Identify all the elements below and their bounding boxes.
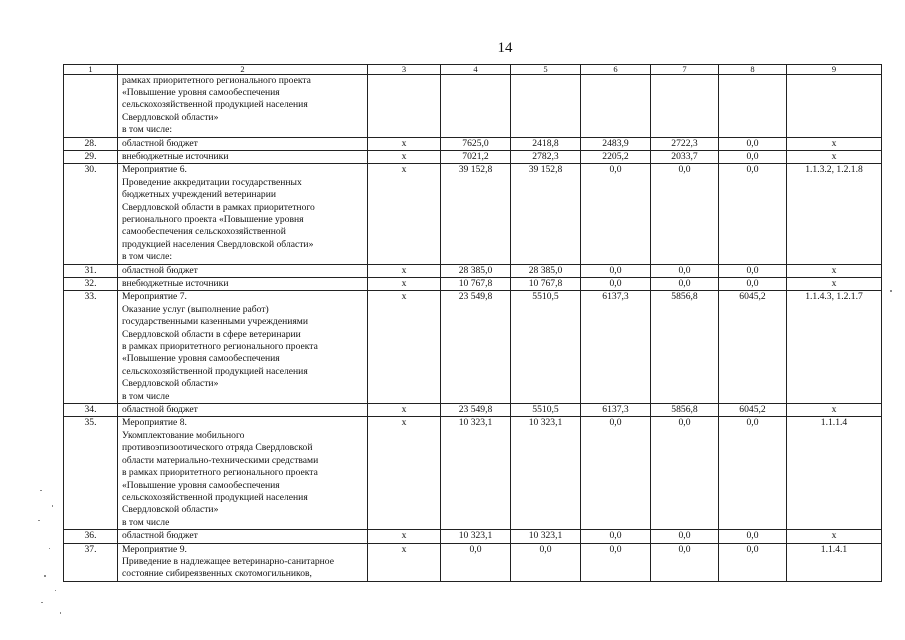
target-ref-cell: [787, 74, 882, 137]
column-3-cell: х: [368, 530, 441, 543]
column-3-cell: х: [368, 150, 441, 163]
column-number: 9: [787, 65, 882, 75]
row-number-cell: 36.: [64, 530, 118, 543]
description-cell: областной бюджет: [118, 404, 368, 417]
description-cell: областной бюджет: [118, 137, 368, 150]
column-7-cell: 2033,7: [651, 150, 719, 163]
column-3-cell: х: [368, 404, 441, 417]
description-cell: областной бюджет: [118, 264, 368, 277]
column-7-cell: 0,0: [651, 278, 719, 291]
row-number-cell: 28.: [64, 137, 118, 150]
column-4-cell: 23 549,8: [441, 404, 511, 417]
column-3-cell: х: [368, 291, 441, 404]
table-row: [64, 150, 882, 163]
target-ref-cell: 1.1.3.2, 1.2.1.8: [787, 164, 882, 264]
column-5-cell: 10 323,1: [511, 530, 581, 543]
column-6-cell: [581, 74, 651, 137]
column-8-cell: 0,0: [719, 530, 787, 543]
column-5-cell: 5510,5: [511, 404, 581, 417]
column-7-cell: 0,0: [651, 164, 719, 264]
column-5-cell: 2782,3: [511, 150, 581, 163]
target-ref-cell: 1.1.4.1: [787, 543, 882, 581]
row-number-cell: 31.: [64, 264, 118, 277]
row-number-cell: 33.: [64, 291, 118, 404]
table-row: [64, 417, 882, 530]
column-8-cell: 6045,2: [719, 404, 787, 417]
column-8-cell: [719, 74, 787, 137]
column-3-cell: х: [368, 137, 441, 150]
column-6-cell: 2483,9: [581, 137, 651, 150]
column-number: 4: [441, 65, 511, 75]
table-row: [64, 404, 882, 417]
column-6-cell: 2205,2: [581, 150, 651, 163]
column-number: 7: [651, 65, 719, 75]
column-5-cell: 39 152,8: [511, 164, 581, 264]
table-row: [64, 278, 882, 291]
column-4-cell: 39 152,8: [441, 164, 511, 264]
table-row: [64, 164, 882, 264]
column-7-cell: 0,0: [651, 417, 719, 530]
target-ref-cell: 1.1.4.3, 1.2.1.7: [787, 291, 882, 404]
row-number-cell: [64, 74, 118, 137]
column-4-cell: 10 323,1: [441, 417, 511, 530]
column-7-cell: 5856,8: [651, 291, 719, 404]
row-number-cell: 32.: [64, 278, 118, 291]
target-ref-cell: х: [787, 404, 882, 417]
column-7-cell: 0,0: [651, 543, 719, 581]
column-7-cell: 5856,8: [651, 404, 719, 417]
row-number-cell: 35.: [64, 417, 118, 530]
column-5-cell: [511, 74, 581, 137]
column-4-cell: 0,0: [441, 543, 511, 581]
column-4-cell: 28 385,0: [441, 264, 511, 277]
target-ref-cell: х: [787, 264, 882, 277]
column-3-cell: х: [368, 264, 441, 277]
description-cell: Мероприятие 7. Оказание услуг (выполнение работ) государственными казенными учреждениями Свердловской области в сфере ветеринарии в рамках приоритетного регионального проекта «Повышение уровня самообеспечения сельскохозяйственной продукцией населения Свердловской области» в том числе: [118, 291, 368, 404]
description-cell: Мероприятие 6. Проведение аккредитации государственных бюджетных учреждений ветеринарии Свердловской области в рамках приоритетного регионального проекта «Повышение уровня самообеспечения сельскохозяйственной продукцией населения Свердловской области» в том числе:: [118, 164, 368, 264]
column-4-cell: 7625,0: [441, 137, 511, 150]
table-row: [64, 530, 882, 543]
column-6-cell: 0,0: [581, 264, 651, 277]
column-8-cell: 0,0: [719, 417, 787, 530]
column-8-cell: 0,0: [719, 137, 787, 150]
column-number: 5: [511, 65, 581, 75]
description-cell: областной бюджет: [118, 530, 368, 543]
table-row: [64, 264, 882, 277]
column-5-cell: 10 767,8: [511, 278, 581, 291]
description-cell: рамках приоритетного регионального проекта «Повышение уровня самообеспечения сельскохозяйственной продукцией населения Свердловской области» в том числе:: [118, 74, 368, 137]
column-8-cell: 0,0: [719, 278, 787, 291]
column-4-cell: 23 549,8: [441, 291, 511, 404]
column-4-cell: 10 323,1: [441, 530, 511, 543]
program-table: [63, 64, 882, 582]
column-3-cell: х: [368, 278, 441, 291]
column-6-cell: 0,0: [581, 543, 651, 581]
column-7-cell: 2722,3: [651, 137, 719, 150]
column-8-cell: 0,0: [719, 543, 787, 581]
column-5-cell: 5510,5: [511, 291, 581, 404]
target-ref-cell: 1.1.1.4: [787, 417, 882, 530]
table-row: [64, 291, 882, 404]
column-3-cell: [368, 74, 441, 137]
row-number-cell: 34.: [64, 404, 118, 417]
table-row: [64, 137, 882, 150]
column-8-cell: 0,0: [719, 150, 787, 163]
column-6-cell: 0,0: [581, 530, 651, 543]
table-row: [64, 543, 882, 581]
column-8-cell: 0,0: [719, 264, 787, 277]
description-cell: внебюджетные источники: [118, 150, 368, 163]
column-5-cell: 0,0: [511, 543, 581, 581]
column-6-cell: 0,0: [581, 164, 651, 264]
description-cell: внебюджетные источники: [118, 278, 368, 291]
row-number-cell: 29.: [64, 150, 118, 163]
column-3-cell: х: [368, 543, 441, 581]
column-8-cell: 6045,2: [719, 291, 787, 404]
column-5-cell: 10 323,1: [511, 417, 581, 530]
column-7-cell: [651, 74, 719, 137]
column-7-cell: 0,0: [651, 530, 719, 543]
column-5-cell: 28 385,0: [511, 264, 581, 277]
column-number-row: [64, 65, 882, 75]
column-number: 3: [368, 65, 441, 75]
column-6-cell: 6137,3: [581, 291, 651, 404]
column-6-cell: 0,0: [581, 278, 651, 291]
column-8-cell: 0,0: [719, 164, 787, 264]
column-3-cell: х: [368, 164, 441, 264]
table-row: [64, 74, 882, 137]
column-4-cell: [441, 74, 511, 137]
target-ref-cell: х: [787, 137, 882, 150]
column-3-cell: х: [368, 417, 441, 530]
target-ref-cell: х: [787, 530, 882, 543]
row-number-cell: 37.: [64, 543, 118, 581]
description-cell: Мероприятие 9. Приведение в надлежащее ветеринарно-санитарное состояние сибиреязвенных скотомогильников,: [118, 543, 368, 581]
column-5-cell: 2418,8: [511, 137, 581, 150]
column-4-cell: 10 767,8: [441, 278, 511, 291]
column-7-cell: 0,0: [651, 264, 719, 277]
target-ref-cell: х: [787, 150, 882, 163]
column-number: 2: [118, 65, 368, 75]
column-4-cell: 7021,2: [441, 150, 511, 163]
column-number: 1: [64, 65, 118, 75]
column-number: 6: [581, 65, 651, 75]
row-number-cell: 30.: [64, 164, 118, 264]
description-cell: Мероприятие 8. Укомплектование мобильного противоэпизоотического отряда Свердловской области материально-техническими средствами в рамках приоритетного регионального проекта «Повышение уровня самообеспечения сельскохозяйственной продукцией населения Свердловской области» в том числе: [118, 417, 368, 530]
column-number: 8: [719, 65, 787, 75]
column-6-cell: 0,0: [581, 417, 651, 530]
target-ref-cell: х: [787, 278, 882, 291]
column-6-cell: 6137,3: [581, 404, 651, 417]
page-number: 14: [497, 40, 513, 56]
